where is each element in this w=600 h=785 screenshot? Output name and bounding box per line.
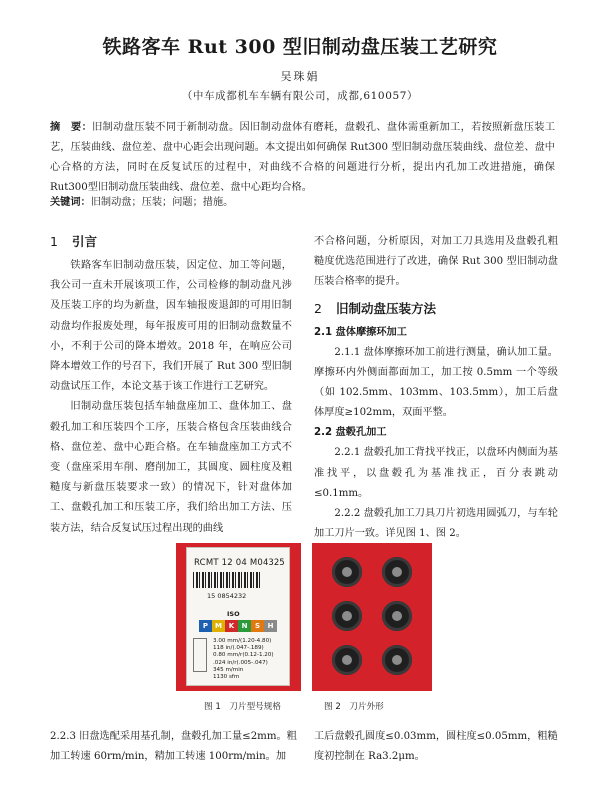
iso-cell-h: H (264, 620, 277, 632)
figures (176, 543, 556, 712)
keywords (50, 194, 555, 212)
intro-paragraph-1: 铁路客车旧制动盘压装，因定位、加工等问题，我公司一直未开展该项工作，公司检修的制动盘凡涉及压装工序的均为新盘，因车轴报废退卸的可用旧制动盘均作报废处理，每年报废可用的旧制动盘数量不小，不利于公司的降本增效。2018 年，在响应公司降本增效工作的号召下，我们开展了 Rut 300 型旧制动盘试压工作，本论文基于该工作进行工艺研究。 (50, 260, 292, 393)
insert-package (186, 547, 290, 686)
abstract-label: 摘 要： (50, 122, 93, 133)
cutting-data (213, 638, 274, 681)
package-number: 15 0854232 (207, 592, 247, 600)
iso-label: ISO (227, 610, 240, 618)
left-column (50, 232, 292, 539)
abstract (50, 118, 555, 198)
cutting-data-line: .024 in/r(.005-.047) (213, 659, 268, 666)
insert-piece (332, 557, 362, 587)
section-1-heading (50, 232, 292, 252)
figure-1-caption: 图 1 刀片型号规格 (204, 702, 281, 712)
section-2-number: 2 (314, 300, 322, 316)
iso-cell-m: M (212, 620, 225, 632)
keywords-text: 旧制动盘；压装；问题；措施。 (90, 197, 234, 208)
insert-piece (382, 557, 412, 587)
section-2-heading (314, 299, 558, 319)
intro-paragraph-2-continued: 不合格问题，分析原因，对加工刀具选用及盘毂孔粗糙度优选范围进行了改进，确保 Rut 300 型旧制动盘压装合格率的提升。 (314, 236, 558, 288)
iso-color-strip (199, 620, 277, 632)
figure-2-caption: 图 2 刀片外形 (324, 702, 384, 712)
insert-piece (332, 601, 362, 631)
keywords-label: 关键词： (50, 197, 91, 208)
figure-1-photo (176, 543, 301, 691)
insert-piece (382, 601, 412, 631)
iso-cell-n: N (238, 620, 251, 632)
section-2-title: 旧制动盘压装方法 (336, 300, 437, 316)
cutting-data-line: 345 m/min (213, 666, 244, 673)
package-code-grade: 4325 (263, 558, 285, 568)
bottom-left-text: 2.2.3 旧盘选配采用基孔制，盘毂孔加工量≤2mm。粗加工转速 60rm/min，精加工转速 100rm/min。加 (50, 731, 297, 763)
cutting-data-icons (193, 638, 207, 672)
intro-paragraph-2: 旧制动盘压装包括车轴盘座加工、盘体加工、盘毂孔加工和压装四个工序，压装合格包含压装曲线合格、盘位差、盘中心距合格。在车轴盘座加工方式不变（盘座采用车削、磨削加工，其圆度、圆柱度及粗糙度与新盘压装要求一致）的情况下，针对盘体加工、盘毂孔加工和压装工序，我们给出加工方法、压装方法，结合反复试压过程出现的曲线 (50, 401, 292, 534)
iso-cell-k: K (225, 620, 238, 632)
figure-2-photo (312, 543, 432, 691)
section-1-number: 1 (50, 234, 58, 249)
cutting-data-line: 1130 sfm (213, 674, 240, 681)
insert-piece (332, 645, 362, 675)
iso-cell-p: P (199, 620, 212, 632)
package-code: RCMT 12 04 M0 (194, 558, 264, 568)
barcode (193, 572, 261, 588)
section-1-title: 引言 (72, 234, 98, 249)
iso-cell-s: S (251, 620, 264, 632)
cutting-data-line: 118 in/(.047-.189) (213, 645, 264, 652)
abstract-text: 旧制动盘压装不同于新制动盘。因旧制动盘体有磨耗，盘毂孔、盘体需重新加工，若按照新盘压装工艺，压装曲线、盘位差、盘中心距会出现问题。本文提出如何确保 Rut300 型旧制动盘压装曲线、盘位差、盘中心合格的方法，同时在反复试压的过程中，对曲线不合格的问题进行分析，提出内孔加工改进措施，确保Rut300型旧制动盘压装曲线、盘位差、盘中心距均合格。 (50, 122, 556, 193)
affiliation: （中车成都机车车辆有限公司，成都,610057） (181, 90, 419, 102)
subsection-2-1-title: 2.1 盘体摩擦环加工 (314, 326, 407, 338)
paper-title: 铁路客车 Rut 300 型旧制动盘压装工艺研究 (102, 36, 498, 58)
author: 吴珠娟 (280, 70, 320, 83)
subsection-2-2-1-text: 2.2.1 盘毂孔加工背找平找正，以盘环内侧面为基准找平，以盘毂孔为基准找正，百分表跳动≤0.1mm。 (314, 447, 558, 499)
subsection-2-1-1-text: 2.1.1 盘体摩擦环加工前进行测量，确认加工量。摩擦环内外侧面都面加工，加工按 0.5mm 一个等级（如 102.5mm、103mm、103.5mm），加工后盘体厚度≥102mm，双面平整。 (314, 346, 558, 419)
right-column (314, 232, 558, 544)
bottom-right-text: 工后盘毂孔圆度≤0.03mm，圆柱度≤0.05mm，粗糙度初控制在 Ra3.2μm。 (314, 731, 558, 763)
subsection-2-2-title: 2.2 盘毂孔加工 (314, 427, 387, 439)
cutting-data-line: 0.80 mm/r(0.12-1.20) (213, 652, 274, 659)
subsection-2-2-2-text: 2.2.2 盘毂孔加工刀具刀片初选用圆弧刀，与车轮加工刀片一致。详见图 1、图 2。 (314, 508, 558, 540)
insert-piece (382, 645, 412, 675)
cutting-data-line: 3.00 mm/(1.20-4.80) (213, 638, 272, 644)
